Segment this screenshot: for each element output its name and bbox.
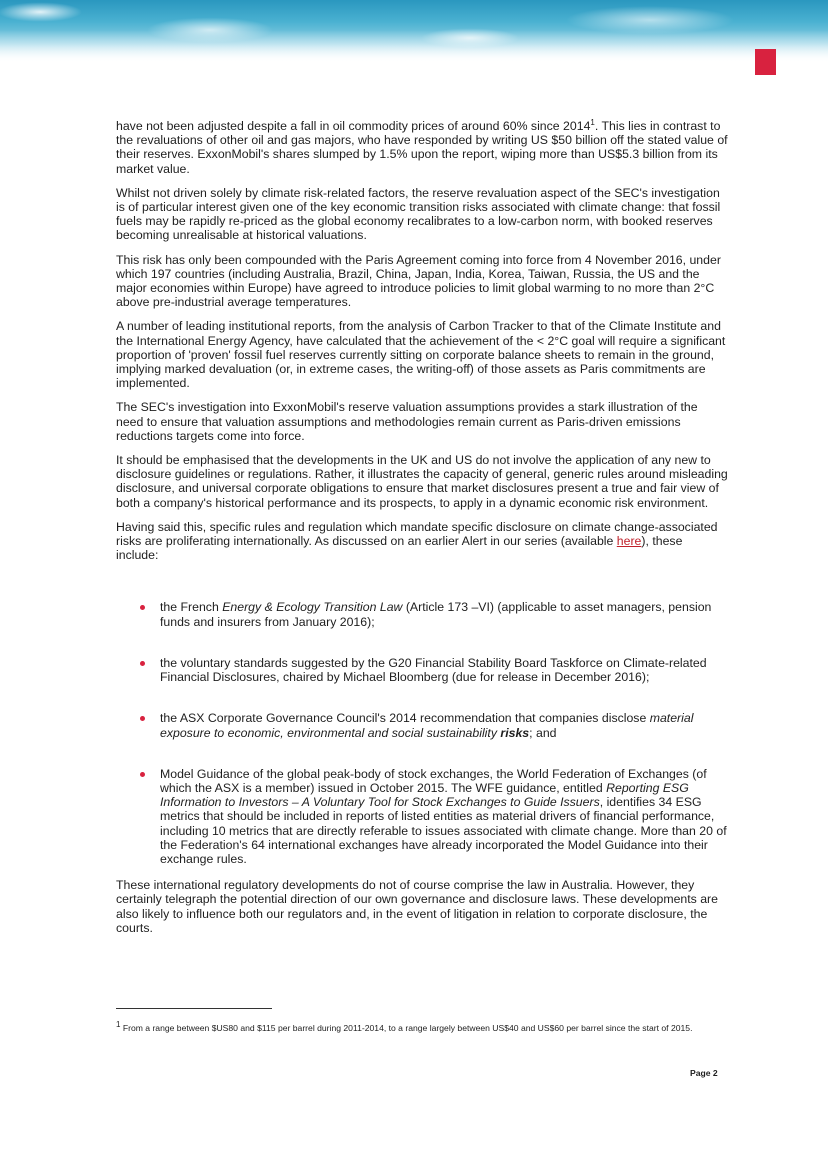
list-item: Model Guidance of the global peak-body of stock exchanges, the World Federation of Exchanges (of which the ASX is a member) issued in October 2015. The WFE guidance, entitled Reporting ESG Information to Investors – A Voluntary Tool for Stock Exchanges to Guide Issuers, identifies 34 ESG metrics that should be included in reports of listed entities as material drivers of financial performance, including 10 metrics that are directly referable to issues associated with climate change. More than 20 of the Federation's 64 international exchanges have already incorporated the Model Guidance into their exchange rules.	[116, 767, 728, 866]
footnote-ref[interactable]: 1	[590, 117, 595, 127]
footnote: $^1$ From a range between $US80 and $115 per barrel during 2011-2014, to a range largely between US$40 and US$60 per barrel since the start of 2015.	[116, 1020, 693, 1033]
document-body	[116, 119, 728, 945]
page-number: Page 2	[690, 1068, 718, 1078]
paragraph-4: A number of leading institutional reports, from the analysis of Carbon Tracker to that of the Climate Institute and the International Energy Agency, have calculated that the achievement of the < 2°C goal will require a significant proportion of 'proven' fossil fuel reserves currently sitting on corporate balance sheets to remain in the ground, implying marked devaluation (or, in extreme cases, the writing-off) of those assets as Paris commitments are implemented.	[116, 319, 726, 391]
regulation-list	[116, 600, 728, 866]
header-banner-fade	[0, 30, 828, 64]
here-link[interactable]: here	[616, 534, 642, 549]
bullet-icon	[140, 661, 145, 666]
bullet-icon	[140, 716, 145, 721]
paragraph-7: Having said this, specific rules and regulation which mandate specific disclosure on climate change-associated risks are proliferating internationally. As discussed on an earlier Alert in our series (available here), these include:	[116, 519, 718, 563]
paragraph-5: The SEC's investigation into ExxonMobil's reserve valuation assumptions provides a stark illustration of the need to ensure that valuation assumptions and methodologies remain current as Paris-driven emissions reductions targets come into force.	[116, 400, 698, 443]
paragraph-3: This risk has only been compounded with the Paris Agreement coming into force from 4 November 2016, under which 197 countries (including Australia, Brazil, China, Japan, India, Korea, Taiwan, Russia, the US and the major economies within Europe) have agreed to introduce policies to limit global warming to no more than 2°C above pre-industrial average temperatures.	[116, 252, 721, 310]
paragraph-1: have not been adjusted despite a fall in oil commodity prices of around 60% since 2014$^1$. This lies in contrast to the revaluations of other oil and gas majors, who have responded by writing US $50 billion off the stated value of their reserves. ExxonMobil's shares slumped by 1.5% upon the report, wiping more than US$5.3 billion from its market value.	[116, 117, 728, 176]
footnote-divider	[116, 1008, 272, 1009]
paragraph-2: Whilst not driven solely by climate risk-related factors, the reserve revaluation aspect of the SEC's investigation is of particular interest given one of the key economic transition risks associated with climate change: that fossil fuels may be rapidly re-priced as the global economy recalibrates to a low-carbon norm, with booked reserves becoming unrealisable at historical valuations.	[116, 185, 721, 243]
bullet-icon	[140, 772, 145, 777]
list-item: the ASX Corporate Governance Council's 2014 recommendation that companies disclose material exposure to economic, environmental and social sustainability risks; and	[116, 711, 728, 739]
paragraph-8: These international regulatory developments do not of course comprise the law in Australia. However, they certainly telegraph the potential direction of our own governance and disclosure laws. These developments are also likely to influence both our regulators and, in the event of litigation in relation to corporate disclosure, the courts.	[116, 878, 718, 935]
list-item: the voluntary standards suggested by the G20 Financial Stability Board Taskforce on Climate-related Financial Disclosures, chaired by Michael Bloomberg (due for release in December 2016);	[116, 656, 728, 684]
bullet-icon	[140, 605, 145, 610]
list-item: the French Energy & Ecology Transition Law (Article 173 –VI) (applicable to asset managers, pension funds and insurers from January 2016);	[116, 600, 728, 628]
brand-marker-icon	[755, 49, 776, 75]
paragraph-6: It should be emphasised that the developments in the UK and US do not involve the application of any new to disclosure guidelines or regulations. Rather, it illustrates the capacity of general, generic rules around misleading disclosure, and universal corporate obligations to ensure that market disclosures present a true and fair view of both a company's historical performance and its prospects, to apply in a dynamic economic risk environment.	[116, 453, 728, 510]
